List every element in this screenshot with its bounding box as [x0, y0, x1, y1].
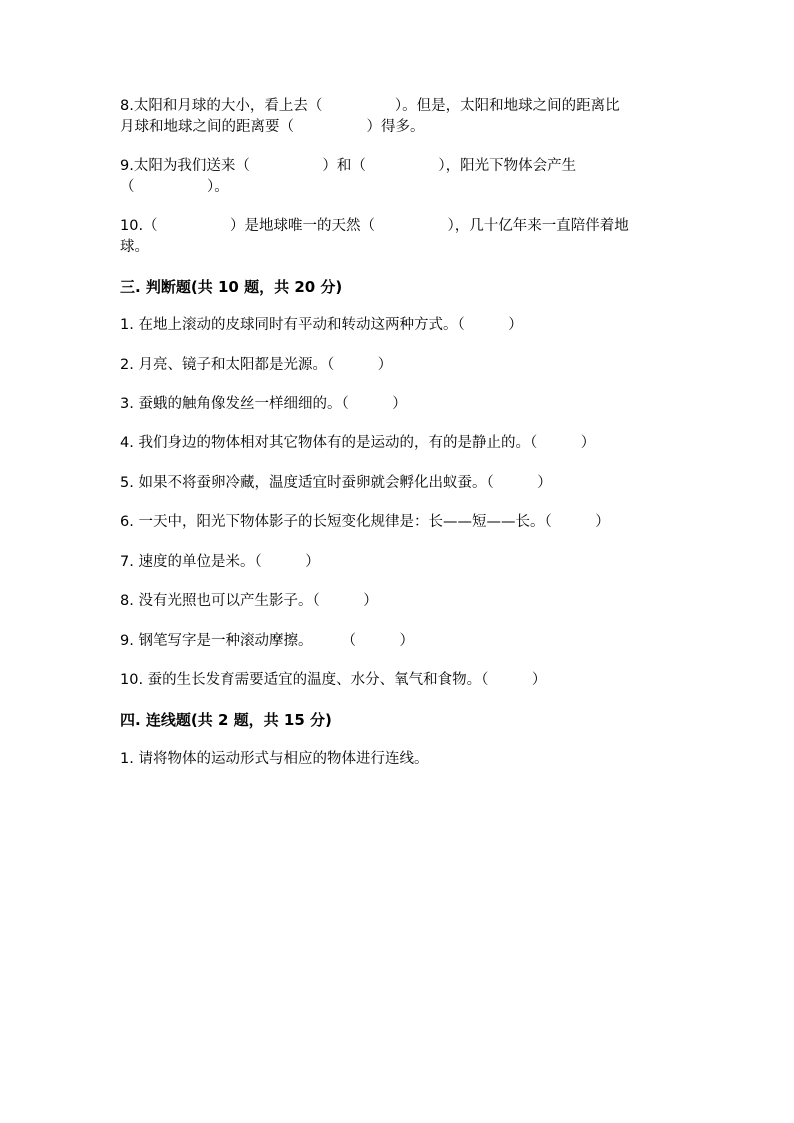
question-10-line-1: 10.（ ）是地球唯一的天然（ ），几十亿年来一直陪伴着地 [120, 218, 629, 234]
tf-item-3: 3. 蚕蛾的触角像发丝一样细细的。（ ） [120, 396, 407, 412]
question-10-line-2: 球。 [120, 239, 149, 255]
tf-item-4: 4. 我们身边的物体相对其它物体有的是运动的，有的是静止的。（ ） [120, 435, 596, 451]
question-8-line-2: 月球和地球之间的距离要（ ）得多。 [120, 119, 425, 135]
matching-item-1: 1. 请将物体的运动形式与相应的物体进行连线。 [120, 751, 429, 767]
tf-item-7: 7. 速度的单位是米。（ ） [120, 554, 320, 570]
tf-item-6: 6. 一天中，阳光下物体影子的长短变化规律是：长——短——长。（ ） [120, 514, 610, 530]
tf-item-10: 10. 蚕的生长发育需要适宜的温度、水分、氧气和食物。（ ） [120, 672, 547, 688]
tf-item-5: 5. 如果不将蚕卵冷藏，温度适宜时蚕卵就会孵化出蚁蚕。（ ） [120, 475, 552, 491]
question-9-line-2: （ ）。 [120, 179, 229, 195]
question-8-line-1: 8.太阳和月球的大小，看上去（ ）。但是，太阳和地球之间的距离比 [120, 98, 620, 114]
section-3-heading: 三. 判断题(共 10 题，共 20 分) [120, 278, 343, 296]
question-9-line-1: 9.太阳为我们送来（ ）和（ ），阳光下物体会产生 [120, 158, 577, 174]
section-4-heading: 四. 连线题(共 2 题，共 15 分) [120, 711, 332, 729]
tf-item-1: 1. 在地上滚动的皮球同时有平动和转动这两种方式。（ ） [120, 317, 523, 333]
tf-item-2: 2. 月亮、镜子和太阳都是光源。（ ） [120, 357, 393, 373]
tf-item-8: 8. 没有光照也可以产生影子。（ ） [120, 593, 378, 609]
tf-item-9: 9. 钢笔写字是一种滚动摩擦。 （ ） [120, 633, 414, 649]
